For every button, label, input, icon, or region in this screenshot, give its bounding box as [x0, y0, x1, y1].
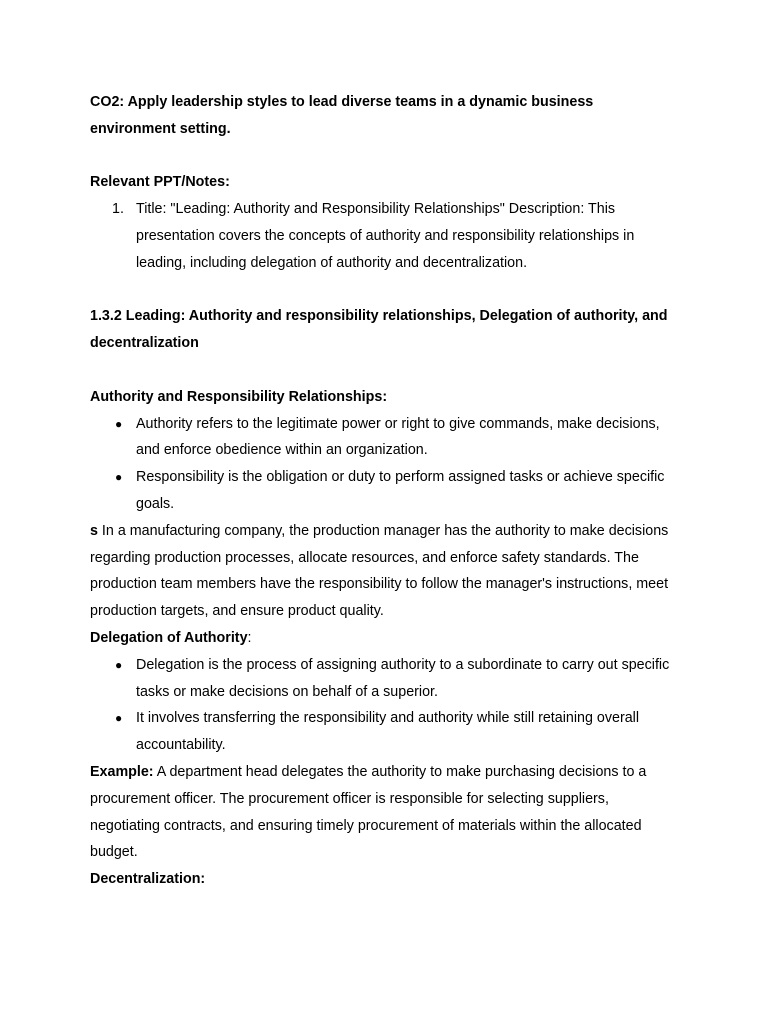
list-item: [90, 196, 680, 276]
document-page: [90, 89, 680, 893]
course-outcome-heading: CO2: Apply leadership styles to lead diverse teams in a dynamic business environment setting.: [90, 94, 594, 137]
decentralization-heading: Decentralization:: [90, 871, 206, 888]
list-item: [90, 652, 680, 706]
list-item-text: Delegation is the process of assigning authority to a subordinate to carry out specific tasks or make decisions on behalf of a superior.: [136, 656, 670, 700]
example-label: s: [90, 522, 98, 539]
bullet-icon: ●: [115, 711, 123, 726]
example-text: In a manufacturing company, the production manager has the authority to make decisions regarding production processes, allocate resources, and enforce safety standards. The production team members have the responsibility to follow the manager's instructions, meet production targets, and ensure product quality.: [90, 522, 669, 620]
authority-example-paragraph: [90, 518, 680, 625]
delegation-list: [90, 652, 680, 759]
list-item: [90, 411, 680, 465]
relevant-notes-heading: Relevant PPT/Notes:: [90, 174, 230, 191]
bullet-icon: ●: [115, 657, 123, 672]
example-label: Example:: [90, 763, 154, 780]
relevant-notes-list: [90, 196, 680, 276]
list-item-text: It involves transferring the responsibility and authority while still retaining overall accountability.: [136, 710, 640, 754]
list-item: [90, 705, 680, 759]
list-number: 1.: [112, 201, 124, 218]
list-item-text: Title: "Leading: Authority and Responsibility Relationships" Description: This presentation covers the concepts of authority and responsibility relationships in leading, including delegation of authority and decentralization.: [136, 201, 635, 271]
list-item: [90, 464, 680, 518]
spacer: [90, 277, 680, 304]
delegation-heading: Delegation of Authority: [90, 629, 248, 646]
authority-responsibility-list: [90, 411, 680, 518]
section-heading: 1.3.2 Leading: Authority and responsibility relationships, Delegation of authority, and decentralization: [90, 308, 668, 352]
example-text: A department head delegates the authority to make purchasing decisions to a procurement officer. The procurement officer is responsible for selecting suppliers, negotiating contracts, and ensuring timely procurement of materials within the allocated budget.: [90, 763, 647, 861]
spacer: [90, 143, 680, 170]
delegation-heading-suffix: :: [247, 629, 252, 646]
delegation-example-paragraph: [90, 759, 680, 866]
spacer: [90, 357, 680, 384]
authority-responsibility-heading: Authority and Responsibility Relationships:: [90, 388, 388, 405]
bullet-icon: ●: [115, 470, 123, 485]
bullet-icon: ●: [115, 416, 123, 431]
list-item-text: Responsibility is the obligation or duty to perform assigned tasks or achieve specific goals.: [136, 469, 665, 512]
delegation-heading-line: [90, 625, 680, 652]
list-item-text: Authority refers to the legitimate power or right to give commands, make decisions, and enforce obedience within an organization.: [136, 415, 660, 459]
